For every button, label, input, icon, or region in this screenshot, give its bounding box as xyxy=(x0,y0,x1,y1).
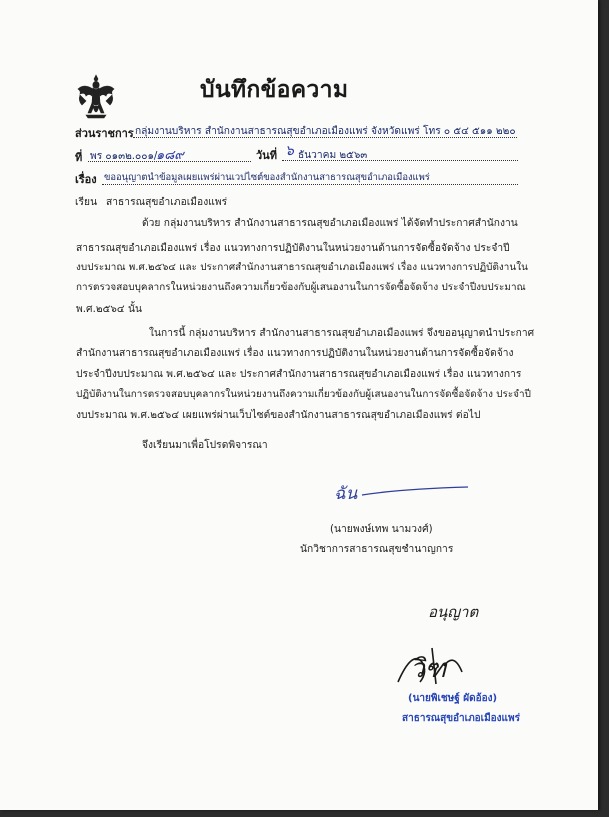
memo-title: บันทึกข้อความ xyxy=(200,77,349,103)
ref-label: ที่ xyxy=(75,151,83,164)
p1-line: สาธารณสุขอำเภอเมืองแพร่ เรื่อง แนวทางการปฏิบัติงานในหน่วยงานด้านการจัดซื้อจัดจ้าง ประจำปี xyxy=(76,243,510,254)
to-value: สาธารณสุขอำเภอเมืองแพร่ xyxy=(106,197,228,208)
p2-line: งบประมาณ พ.ศ.๒๕๖๔ เผยแพร่ผ่านเว็บไซต์ของสำนักงานสาธารณสุขอำเภอเมืองแพร่ ต่อไป xyxy=(76,410,481,421)
garuda-emblem-icon xyxy=(74,73,118,121)
agency-rule xyxy=(133,137,517,138)
ref-handwritten: ๑๘๙ xyxy=(156,148,184,163)
date-label: วันที่ xyxy=(256,149,277,162)
ref-value: พร ๐๑๓๒.๐๐๑/ xyxy=(90,151,158,162)
agency-label: ส่วนราชการ xyxy=(75,127,134,140)
p2-line: ปฏิบัติงานในการตรวจสอบบุคลากรในหน่วยงานถึงความเกี่ยวข้องกับผู้เสนองานในการจัดซื้อจัดจ้าง ประจำปี xyxy=(76,389,531,400)
p1-line: การตรวจสอบบุคลากรในหน่วยงานถึงความเกี่ยวข้องกับผู้เสนองานในการจัดซื้อจัดจ้าง ประจำปีงบประมาณ xyxy=(76,282,526,293)
signer-1-position: นักวิชาการสาธารณสุขชำนาญการ xyxy=(300,544,454,555)
agency-value: กลุ่มงานบริหาร สำนักงานสาธารณสุขอำเภอเมืองแพร่ จังหวัดแพร่ โทร ๐ ๕๔ ๕๑๑ ๒๒๐ xyxy=(135,126,516,137)
p2-line: ในการนี้ กลุ่มงานบริหาร สำนักงานสาธารณสุขอำเภอเมืองแพร่ จึงขออนุญาตนำประกาศ xyxy=(149,328,535,339)
subject-rule xyxy=(102,184,518,185)
closing-text: จึงเรียนมาเพื่อโปรดพิจารณา xyxy=(142,440,268,451)
subject-value: ขออนุญาตนำข้อมูลเผยแพร่ผ่านเวปไซต์ของสำนักงานสาธารณสุขอำเภอเมืองแพร่ xyxy=(104,172,430,183)
approval-signature-stroke xyxy=(392,642,472,688)
signer-1-name: (นายพงษ์เทพ นามวงศ์) xyxy=(330,524,433,535)
p1-line: งบประมาณ พ.ศ.๒๕๖๔ และ ประกาศสำนักงานสาธารณสุขอำเภอเมืองแพร่ เรื่อง แนวทางการปฏิบัติงานใน xyxy=(76,262,528,273)
to-label: เรียน xyxy=(75,197,98,208)
approver-name: (นายพิเชษฐ์ ผัดอ้อง) xyxy=(408,693,498,704)
p2-line: สำนักงานสาธารณสุขอำเภอเมืองแพร่ เรื่อง แนวทางการปฏิบัติงานในหน่วยงานด้านการจัดซื้อจัดจ้าง xyxy=(76,348,514,359)
approver-position: สาธารณสุขอำเภอเมืองแพร่ xyxy=(402,713,520,724)
p1-line: พ.ศ.๒๕๖๔ นั้น xyxy=(76,304,142,315)
p1-line: ด้วย กลุ่มงานบริหาร สำนักงานสาธารณสุขอำเภอเมืองแพร่ ได้จัดทำประกาศสำนักงาน xyxy=(142,218,518,229)
date-handwritten: ๖ xyxy=(285,143,294,159)
ref-rule xyxy=(88,161,251,162)
signature-1-stroke xyxy=(360,485,470,499)
approval-signature: วิฑ xyxy=(410,654,447,684)
date-value: ธันวาคม ๒๕๖๓ xyxy=(298,150,368,161)
approval-note: อนุญาต xyxy=(428,603,479,621)
p2-line: ประจำปีงบประมาณ พ.ศ.๒๕๖๔ และ ประกาศสำนักงานสาธารณสุขอำเภอเมืองแพร่ เรื่อง แนวทางการ xyxy=(76,369,522,380)
date-rule xyxy=(282,160,518,161)
subject-label: เรื่อง xyxy=(75,173,97,186)
signature-1: ฉัน xyxy=(334,484,358,504)
